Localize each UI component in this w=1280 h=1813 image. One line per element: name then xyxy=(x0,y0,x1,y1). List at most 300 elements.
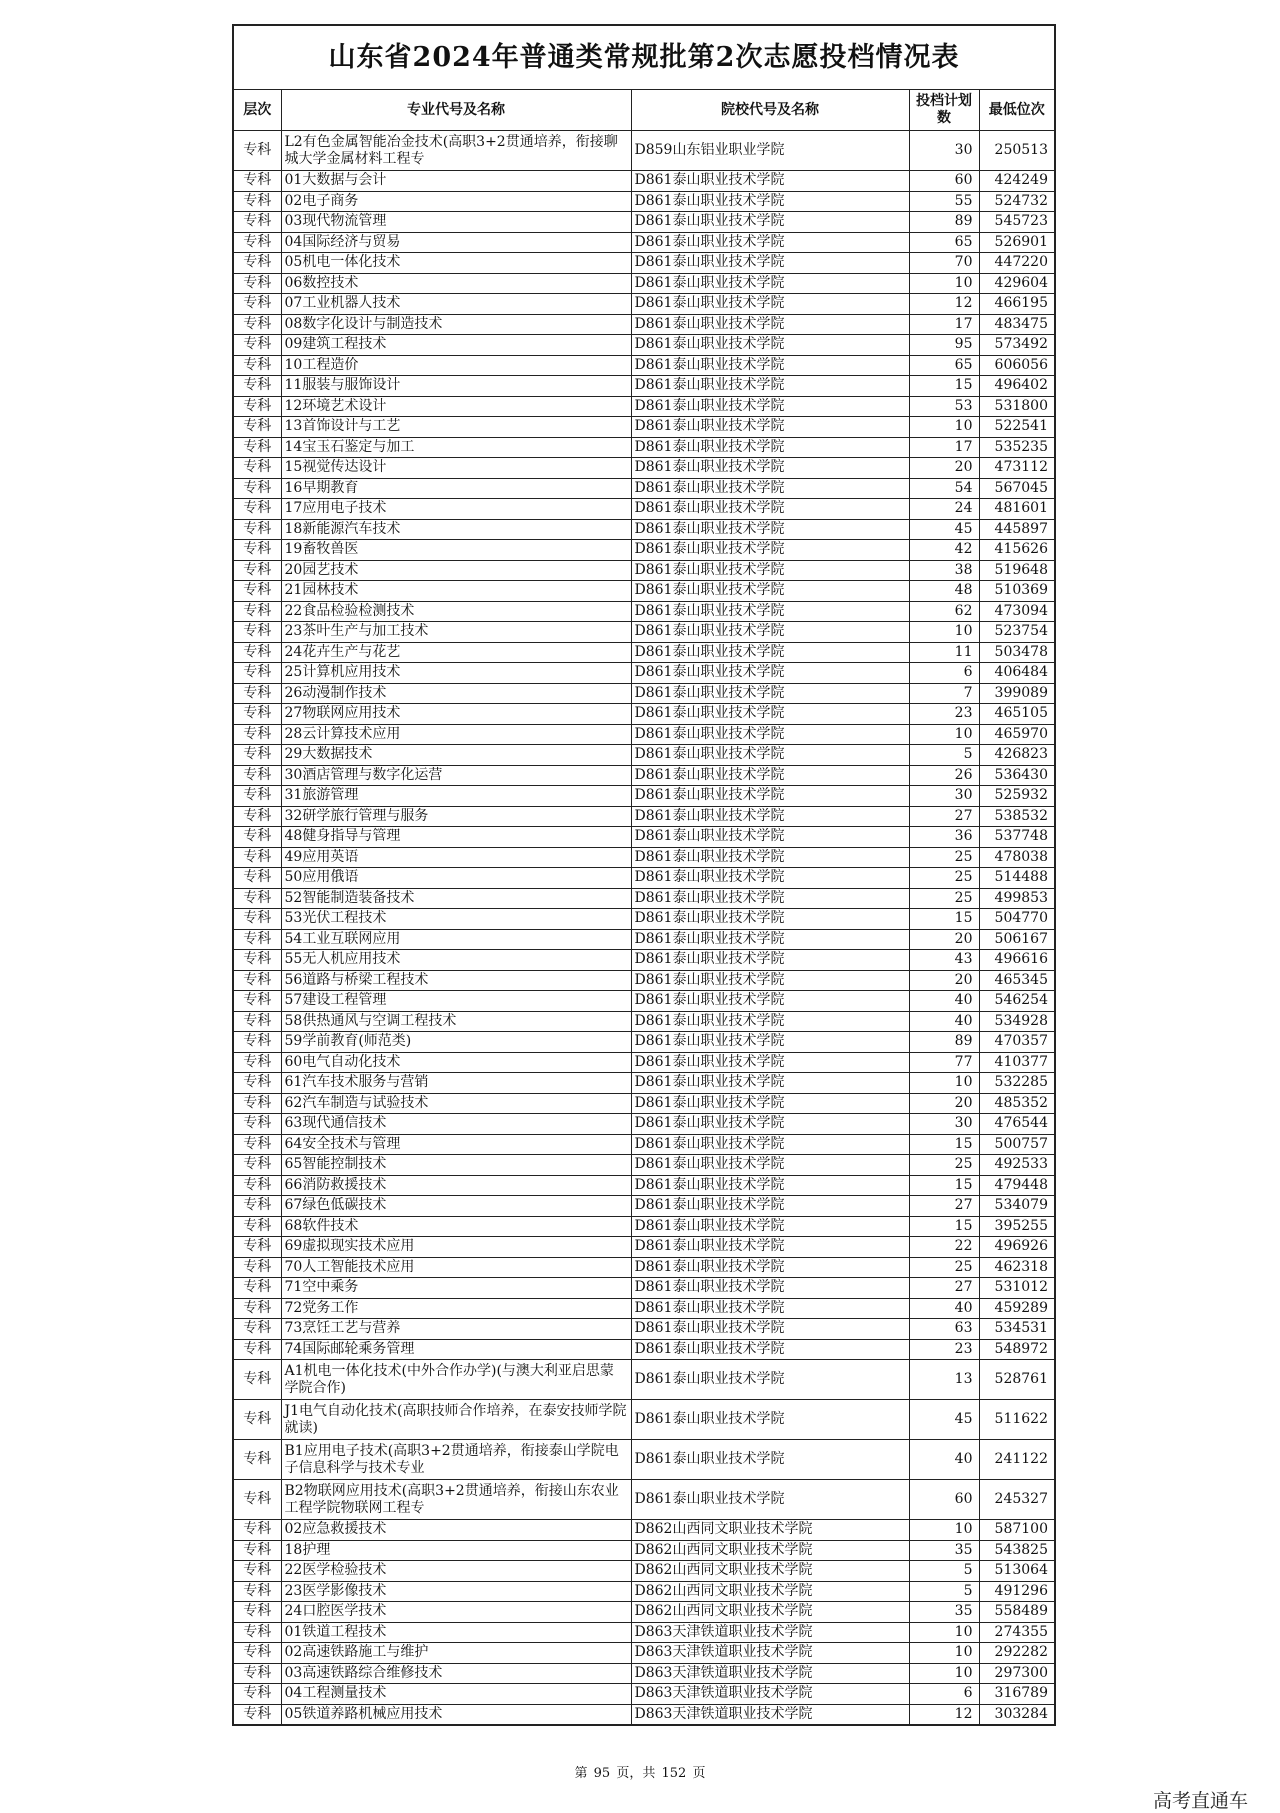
cell-major: 24口腔医学技术 xyxy=(281,1602,631,1623)
cell-rank: 531012 xyxy=(979,1278,1054,1299)
cell-plan: 38 xyxy=(909,560,979,581)
cell-major: B2物联网应用技术(高职3+2贯通培养，衔接山东农业工程学院物联网工程专 xyxy=(281,1480,631,1520)
cell-school: D861泰山职业技术学院 xyxy=(631,888,909,909)
cell-rank: 491296 xyxy=(979,1581,1054,1602)
cell-school: D861泰山职业技术学院 xyxy=(631,868,909,889)
table-row xyxy=(234,704,1054,725)
cell-level: 专科 xyxy=(234,868,281,889)
cell-level: 专科 xyxy=(234,1684,281,1705)
table-row xyxy=(234,396,1054,417)
cell-level: 专科 xyxy=(234,683,281,704)
cell-plan: 77 xyxy=(909,1052,979,1073)
cell-level: 专科 xyxy=(234,1134,281,1155)
cell-school: D861泰山职业技术学院 xyxy=(631,253,909,274)
cell-major: 49应用英语 xyxy=(281,847,631,868)
footer-prefix: 第 xyxy=(574,1766,588,1781)
cell-rank: 504770 xyxy=(979,909,1054,930)
cell-rank: 470357 xyxy=(979,1032,1054,1053)
cell-school: D861泰山职业技术学院 xyxy=(631,1400,909,1440)
cell-level: 专科 xyxy=(234,642,281,663)
cell-rank: 534928 xyxy=(979,1011,1054,1032)
cell-plan: 23 xyxy=(909,1339,979,1360)
table-row xyxy=(234,191,1054,212)
cell-rank: 481601 xyxy=(979,499,1054,520)
cell-major: 53光伏工程技术 xyxy=(281,909,631,930)
header-plan: 投档计划数 xyxy=(909,90,979,131)
cell-rank: 476544 xyxy=(979,1114,1054,1135)
score-table-sheet xyxy=(232,24,1056,1726)
cell-level: 专科 xyxy=(234,601,281,622)
table-row xyxy=(234,847,1054,868)
cell-rank: 274355 xyxy=(979,1622,1054,1643)
cell-rank: 316789 xyxy=(979,1684,1054,1705)
cell-plan: 22 xyxy=(909,1237,979,1258)
cell-rank: 506167 xyxy=(979,929,1054,950)
cell-plan: 15 xyxy=(909,376,979,397)
cell-school: D861泰山职业技术学院 xyxy=(631,1093,909,1114)
cell-major: 11服装与服饰设计 xyxy=(281,376,631,397)
cell-major: B1应用电子技术(高职3+2贯通培养，衔接泰山学院电子信息科学与技术专业 xyxy=(281,1440,631,1480)
cell-plan: 10 xyxy=(909,417,979,438)
table-row xyxy=(234,1011,1054,1032)
cell-plan: 10 xyxy=(909,1643,979,1664)
cell-rank: 496402 xyxy=(979,376,1054,397)
cell-rank: 496926 xyxy=(979,1237,1054,1258)
cell-plan: 26 xyxy=(909,765,979,786)
cell-level: 专科 xyxy=(234,1278,281,1299)
table-row xyxy=(234,1540,1054,1561)
cell-rank: 410377 xyxy=(979,1052,1054,1073)
cell-rank: 245327 xyxy=(979,1480,1054,1520)
cell-rank: 538532 xyxy=(979,806,1054,827)
cell-rank: 485352 xyxy=(979,1093,1054,1114)
cell-level: 专科 xyxy=(234,273,281,294)
table-row xyxy=(234,970,1054,991)
cell-school: D861泰山职业技术学院 xyxy=(631,212,909,233)
cell-major: 14宝玉石鉴定与加工 xyxy=(281,437,631,458)
header-rank: 最低位次 xyxy=(979,90,1054,131)
table-row xyxy=(234,131,1054,171)
cell-major: A1机电一体化技术(中外合作办学)(与澳大利亚启思蒙学院合作) xyxy=(281,1360,631,1400)
table-row xyxy=(234,417,1054,438)
table-row xyxy=(234,1684,1054,1705)
cell-school: D861泰山职业技术学院 xyxy=(631,909,909,930)
watermark-text: 高考直通车 xyxy=(1152,1790,1248,1812)
cell-major: 05机电一体化技术 xyxy=(281,253,631,274)
cell-school: D861泰山职业技术学院 xyxy=(631,499,909,520)
cell-plan: 27 xyxy=(909,806,979,827)
cell-school: D861泰山职业技术学院 xyxy=(631,355,909,376)
cell-rank: 406484 xyxy=(979,663,1054,684)
cell-major: 71空中乘务 xyxy=(281,1278,631,1299)
cell-level: 专科 xyxy=(234,253,281,274)
cell-school: D861泰山职业技术学院 xyxy=(631,519,909,540)
header-major: 专业代号及名称 xyxy=(281,90,631,131)
cell-major: 32研学旅行管理与服务 xyxy=(281,806,631,827)
cell-school: D863天津铁道职业技术学院 xyxy=(631,1622,909,1643)
cell-level: 专科 xyxy=(234,786,281,807)
cell-major: 03高速铁路综合维修技术 xyxy=(281,1663,631,1684)
table-row xyxy=(234,786,1054,807)
cell-school: D862山西同文职业技术学院 xyxy=(631,1561,909,1582)
cell-major: 67绿色低碳技术 xyxy=(281,1196,631,1217)
cell-major: 23医学影像技术 xyxy=(281,1581,631,1602)
cell-major: 04工程测量技术 xyxy=(281,1684,631,1705)
cell-plan: 54 xyxy=(909,478,979,499)
cell-plan: 20 xyxy=(909,970,979,991)
cell-plan: 48 xyxy=(909,581,979,602)
cell-level: 专科 xyxy=(234,1480,281,1520)
cell-level: 专科 xyxy=(234,663,281,684)
table-row xyxy=(234,1643,1054,1664)
cell-school: D861泰山职业技术学院 xyxy=(631,458,909,479)
cell-rank: 545723 xyxy=(979,212,1054,233)
cell-plan: 27 xyxy=(909,1196,979,1217)
cell-rank: 466195 xyxy=(979,294,1054,315)
cell-rank: 567045 xyxy=(979,478,1054,499)
cell-rank: 496616 xyxy=(979,950,1054,971)
table-row xyxy=(234,642,1054,663)
cell-rank: 525932 xyxy=(979,786,1054,807)
cell-plan: 10 xyxy=(909,1520,979,1541)
cell-rank: 534531 xyxy=(979,1319,1054,1340)
cell-major: 13首饰设计与工艺 xyxy=(281,417,631,438)
cell-major: 02应急救援技术 xyxy=(281,1520,631,1541)
cell-plan: 35 xyxy=(909,1602,979,1623)
cell-rank: 473112 xyxy=(979,458,1054,479)
footer-page-number: 95 xyxy=(593,1766,611,1781)
cell-major: 31旅游管理 xyxy=(281,786,631,807)
cell-school: D861泰山职业技术学院 xyxy=(631,1339,909,1360)
cell-school: D861泰山职业技术学院 xyxy=(631,929,909,950)
cell-level: 专科 xyxy=(234,396,281,417)
cell-rank: 511622 xyxy=(979,1400,1054,1440)
cell-level: 专科 xyxy=(234,191,281,212)
cell-level: 专科 xyxy=(234,1581,281,1602)
table-row xyxy=(234,376,1054,397)
cell-rank: 532285 xyxy=(979,1073,1054,1094)
cell-school: D862山西同文职业技术学院 xyxy=(631,1602,909,1623)
cell-school: D861泰山职业技术学院 xyxy=(631,1155,909,1176)
cell-level: 专科 xyxy=(234,1032,281,1053)
cell-rank: 534079 xyxy=(979,1196,1054,1217)
cell-plan: 60 xyxy=(909,1480,979,1520)
cell-level: 专科 xyxy=(234,335,281,356)
table-row xyxy=(234,1093,1054,1114)
cell-plan: 40 xyxy=(909,1440,979,1480)
cell-major: 17应用电子技术 xyxy=(281,499,631,520)
cell-major: 22食品检验检测技术 xyxy=(281,601,631,622)
cell-level: 专科 xyxy=(234,745,281,766)
cell-plan: 25 xyxy=(909,868,979,889)
cell-level: 专科 xyxy=(234,1073,281,1094)
cell-school: D861泰山职业技术学院 xyxy=(631,1237,909,1258)
cell-plan: 24 xyxy=(909,499,979,520)
cell-level: 专科 xyxy=(234,376,281,397)
cell-school: D861泰山职业技术学院 xyxy=(631,663,909,684)
cell-level: 专科 xyxy=(234,991,281,1012)
cell-level: 专科 xyxy=(234,1704,281,1724)
cell-level: 专科 xyxy=(234,1339,281,1360)
cell-rank: 445897 xyxy=(979,519,1054,540)
cell-plan: 12 xyxy=(909,294,979,315)
cell-major: 60电气自动化技术 xyxy=(281,1052,631,1073)
cell-school: D861泰山职业技术学院 xyxy=(631,314,909,335)
cell-school: D861泰山职业技术学院 xyxy=(631,827,909,848)
cell-rank: 535235 xyxy=(979,437,1054,458)
cell-major: L2有色金属智能冶金技术(高职3+2贯通培养，衔接聊城大学金属材料工程专 xyxy=(281,131,631,171)
cell-school: D861泰山职业技术学院 xyxy=(631,683,909,704)
cell-plan: 10 xyxy=(909,1073,979,1094)
table-row xyxy=(234,253,1054,274)
cell-major: 19畜牧兽医 xyxy=(281,540,631,561)
cell-school: D861泰山职业技术学院 xyxy=(631,745,909,766)
cell-school: D861泰山职业技术学院 xyxy=(631,294,909,315)
cell-level: 专科 xyxy=(234,1643,281,1664)
cell-level: 专科 xyxy=(234,560,281,581)
cell-rank: 524732 xyxy=(979,191,1054,212)
cell-school: D861泰山职业技术学院 xyxy=(631,601,909,622)
cell-plan: 25 xyxy=(909,888,979,909)
cell-plan: 20 xyxy=(909,1093,979,1114)
cell-plan: 12 xyxy=(909,1704,979,1724)
cell-plan: 13 xyxy=(909,1360,979,1400)
table-row xyxy=(234,991,1054,1012)
table-row xyxy=(234,1216,1054,1237)
cell-school: D861泰山职业技术学院 xyxy=(631,1440,909,1480)
cell-plan: 65 xyxy=(909,232,979,253)
cell-major: 68软件技术 xyxy=(281,1216,631,1237)
cell-plan: 17 xyxy=(909,437,979,458)
cell-plan: 30 xyxy=(909,131,979,171)
cell-school: D861泰山职业技术学院 xyxy=(631,417,909,438)
page-footer xyxy=(0,1762,1280,1781)
table-row xyxy=(234,335,1054,356)
cell-school: D861泰山职业技术学院 xyxy=(631,1052,909,1073)
cell-level: 专科 xyxy=(234,970,281,991)
cell-major: 74国际邮轮乘务管理 xyxy=(281,1339,631,1360)
cell-rank: 528761 xyxy=(979,1360,1054,1400)
cell-level: 专科 xyxy=(234,806,281,827)
table-row xyxy=(234,519,1054,540)
table-row xyxy=(234,909,1054,930)
table-row xyxy=(234,1581,1054,1602)
cell-level: 专科 xyxy=(234,437,281,458)
cell-plan: 53 xyxy=(909,396,979,417)
table-row xyxy=(234,888,1054,909)
table-row xyxy=(234,294,1054,315)
cell-level: 专科 xyxy=(234,314,281,335)
cell-school: D861泰山职业技术学院 xyxy=(631,560,909,581)
cell-major: 09建筑工程技术 xyxy=(281,335,631,356)
cell-level: 专科 xyxy=(234,232,281,253)
table-header-row xyxy=(234,90,1054,131)
cell-school: D861泰山职业技术学院 xyxy=(631,540,909,561)
cell-major: 70人工智能技术应用 xyxy=(281,1257,631,1278)
cell-school: D861泰山职业技术学院 xyxy=(631,335,909,356)
cell-level: 专科 xyxy=(234,1400,281,1440)
cell-school: D861泰山职业技术学院 xyxy=(631,273,909,294)
cell-level: 专科 xyxy=(234,1237,281,1258)
cell-major: 12环境艺术设计 xyxy=(281,396,631,417)
cell-rank: 523754 xyxy=(979,622,1054,643)
cell-school: D861泰山职业技术学院 xyxy=(631,1278,909,1299)
cell-school: D861泰山职业技术学院 xyxy=(631,1257,909,1278)
table-row xyxy=(234,827,1054,848)
cell-plan: 11 xyxy=(909,642,979,663)
cell-plan: 17 xyxy=(909,314,979,335)
cell-plan: 15 xyxy=(909,909,979,930)
cell-rank: 536430 xyxy=(979,765,1054,786)
cell-rank: 399089 xyxy=(979,683,1054,704)
cell-plan: 30 xyxy=(909,1114,979,1135)
header-school: 院校代号及名称 xyxy=(631,90,909,131)
cell-level: 专科 xyxy=(234,417,281,438)
table-row xyxy=(234,745,1054,766)
cell-level: 专科 xyxy=(234,1622,281,1643)
cell-level: 专科 xyxy=(234,827,281,848)
cell-level: 专科 xyxy=(234,1257,281,1278)
cell-school: D861泰山职业技术学院 xyxy=(631,1175,909,1196)
cell-school: D861泰山职业技术学院 xyxy=(631,642,909,663)
table-row xyxy=(234,683,1054,704)
cell-level: 专科 xyxy=(234,622,281,643)
cell-level: 专科 xyxy=(234,212,281,233)
cell-school: D861泰山职业技术学院 xyxy=(631,1032,909,1053)
table-row xyxy=(234,724,1054,745)
cell-school: D861泰山职业技术学院 xyxy=(631,1319,909,1340)
cell-major: 08数字化设计与制造技术 xyxy=(281,314,631,335)
table-row xyxy=(234,437,1054,458)
cell-level: 专科 xyxy=(234,581,281,602)
cell-major: 22医学检验技术 xyxy=(281,1561,631,1582)
footer-total-pages: 152 xyxy=(661,1766,687,1781)
cell-major: 15视觉传达设计 xyxy=(281,458,631,479)
cell-plan: 23 xyxy=(909,704,979,725)
cell-level: 专科 xyxy=(234,1602,281,1623)
cell-major: 02电子商务 xyxy=(281,191,631,212)
cell-level: 专科 xyxy=(234,478,281,499)
cell-level: 专科 xyxy=(234,294,281,315)
cell-rank: 241122 xyxy=(979,1440,1054,1480)
cell-plan: 10 xyxy=(909,1622,979,1643)
table-row xyxy=(234,950,1054,971)
cell-major: 18新能源汽车技术 xyxy=(281,519,631,540)
cell-major: 54工业互联网应用 xyxy=(281,929,631,950)
cell-level: 专科 xyxy=(234,1216,281,1237)
cell-plan: 10 xyxy=(909,1663,979,1684)
table-row xyxy=(234,581,1054,602)
cell-rank: 447220 xyxy=(979,253,1054,274)
table-row xyxy=(234,1175,1054,1196)
cell-school: D861泰山职业技术学院 xyxy=(631,1011,909,1032)
table-row xyxy=(234,499,1054,520)
cell-major: 10工程造价 xyxy=(281,355,631,376)
cell-plan: 6 xyxy=(909,1684,979,1705)
cell-major: 69虚拟现实技术应用 xyxy=(281,1237,631,1258)
table-row xyxy=(234,1360,1054,1400)
table-row xyxy=(234,1440,1054,1480)
table-row xyxy=(234,560,1054,581)
cell-rank: 473094 xyxy=(979,601,1054,622)
cell-rank: 526901 xyxy=(979,232,1054,253)
cell-plan: 10 xyxy=(909,724,979,745)
cell-plan: 40 xyxy=(909,991,979,1012)
cell-plan: 60 xyxy=(909,171,979,192)
table-row xyxy=(234,1134,1054,1155)
cell-plan: 25 xyxy=(909,1155,979,1176)
cell-rank: 587100 xyxy=(979,1520,1054,1541)
cell-school: D861泰山职业技术学院 xyxy=(631,1134,909,1155)
cell-school: D861泰山职业技术学院 xyxy=(631,806,909,827)
table-row xyxy=(234,663,1054,684)
cell-major: 05铁道养路机械应用技术 xyxy=(281,1704,631,1724)
cell-rank: 514488 xyxy=(979,868,1054,889)
table-row xyxy=(234,1319,1054,1340)
cell-major: 28云计算技术应用 xyxy=(281,724,631,745)
cell-rank: 250513 xyxy=(979,131,1054,171)
cell-school: D861泰山职业技术学院 xyxy=(631,191,909,212)
cell-major: 55无人机应用技术 xyxy=(281,950,631,971)
table-row xyxy=(234,1704,1054,1724)
cell-level: 专科 xyxy=(234,950,281,971)
cell-plan: 35 xyxy=(909,1540,979,1561)
table-row xyxy=(234,232,1054,253)
cell-level: 专科 xyxy=(234,765,281,786)
table-row xyxy=(234,868,1054,889)
cell-plan: 20 xyxy=(909,929,979,950)
cell-rank: 500757 xyxy=(979,1134,1054,1155)
cell-level: 专科 xyxy=(234,1175,281,1196)
cell-level: 专科 xyxy=(234,131,281,171)
table-row xyxy=(234,1561,1054,1582)
cell-plan: 27 xyxy=(909,1278,979,1299)
cell-school: D861泰山职业技术学院 xyxy=(631,1216,909,1237)
table-row xyxy=(234,458,1054,479)
cell-rank: 492533 xyxy=(979,1155,1054,1176)
cell-plan: 45 xyxy=(909,519,979,540)
cell-major: 21园林技术 xyxy=(281,581,631,602)
cell-plan: 10 xyxy=(909,273,979,294)
table-row xyxy=(234,1032,1054,1053)
cell-level: 专科 xyxy=(234,847,281,868)
cell-level: 专科 xyxy=(234,1196,281,1217)
cell-school: D861泰山职业技术学院 xyxy=(631,970,909,991)
cell-rank: 483475 xyxy=(979,314,1054,335)
table-row xyxy=(234,1278,1054,1299)
cell-major: 20园艺技术 xyxy=(281,560,631,581)
cell-plan: 10 xyxy=(909,622,979,643)
cell-major: 73烹饪工艺与营养 xyxy=(281,1319,631,1340)
cell-school: D862山西同文职业技术学院 xyxy=(631,1581,909,1602)
table-row xyxy=(234,1602,1054,1623)
cell-rank: 531800 xyxy=(979,396,1054,417)
cell-plan: 40 xyxy=(909,1011,979,1032)
cell-school: D861泰山职业技术学院 xyxy=(631,1298,909,1319)
admission-table xyxy=(234,90,1054,1724)
cell-plan: 20 xyxy=(909,458,979,479)
cell-plan: 5 xyxy=(909,745,979,766)
cell-plan: 36 xyxy=(909,827,979,848)
cell-rank: 503478 xyxy=(979,642,1054,663)
cell-level: 专科 xyxy=(234,499,281,520)
cell-major: 58供热通风与空调工程技术 xyxy=(281,1011,631,1032)
cell-plan: 70 xyxy=(909,253,979,274)
cell-level: 专科 xyxy=(234,519,281,540)
cell-school: D861泰山职业技术学院 xyxy=(631,1480,909,1520)
cell-plan: 15 xyxy=(909,1134,979,1155)
table-row xyxy=(234,1298,1054,1319)
